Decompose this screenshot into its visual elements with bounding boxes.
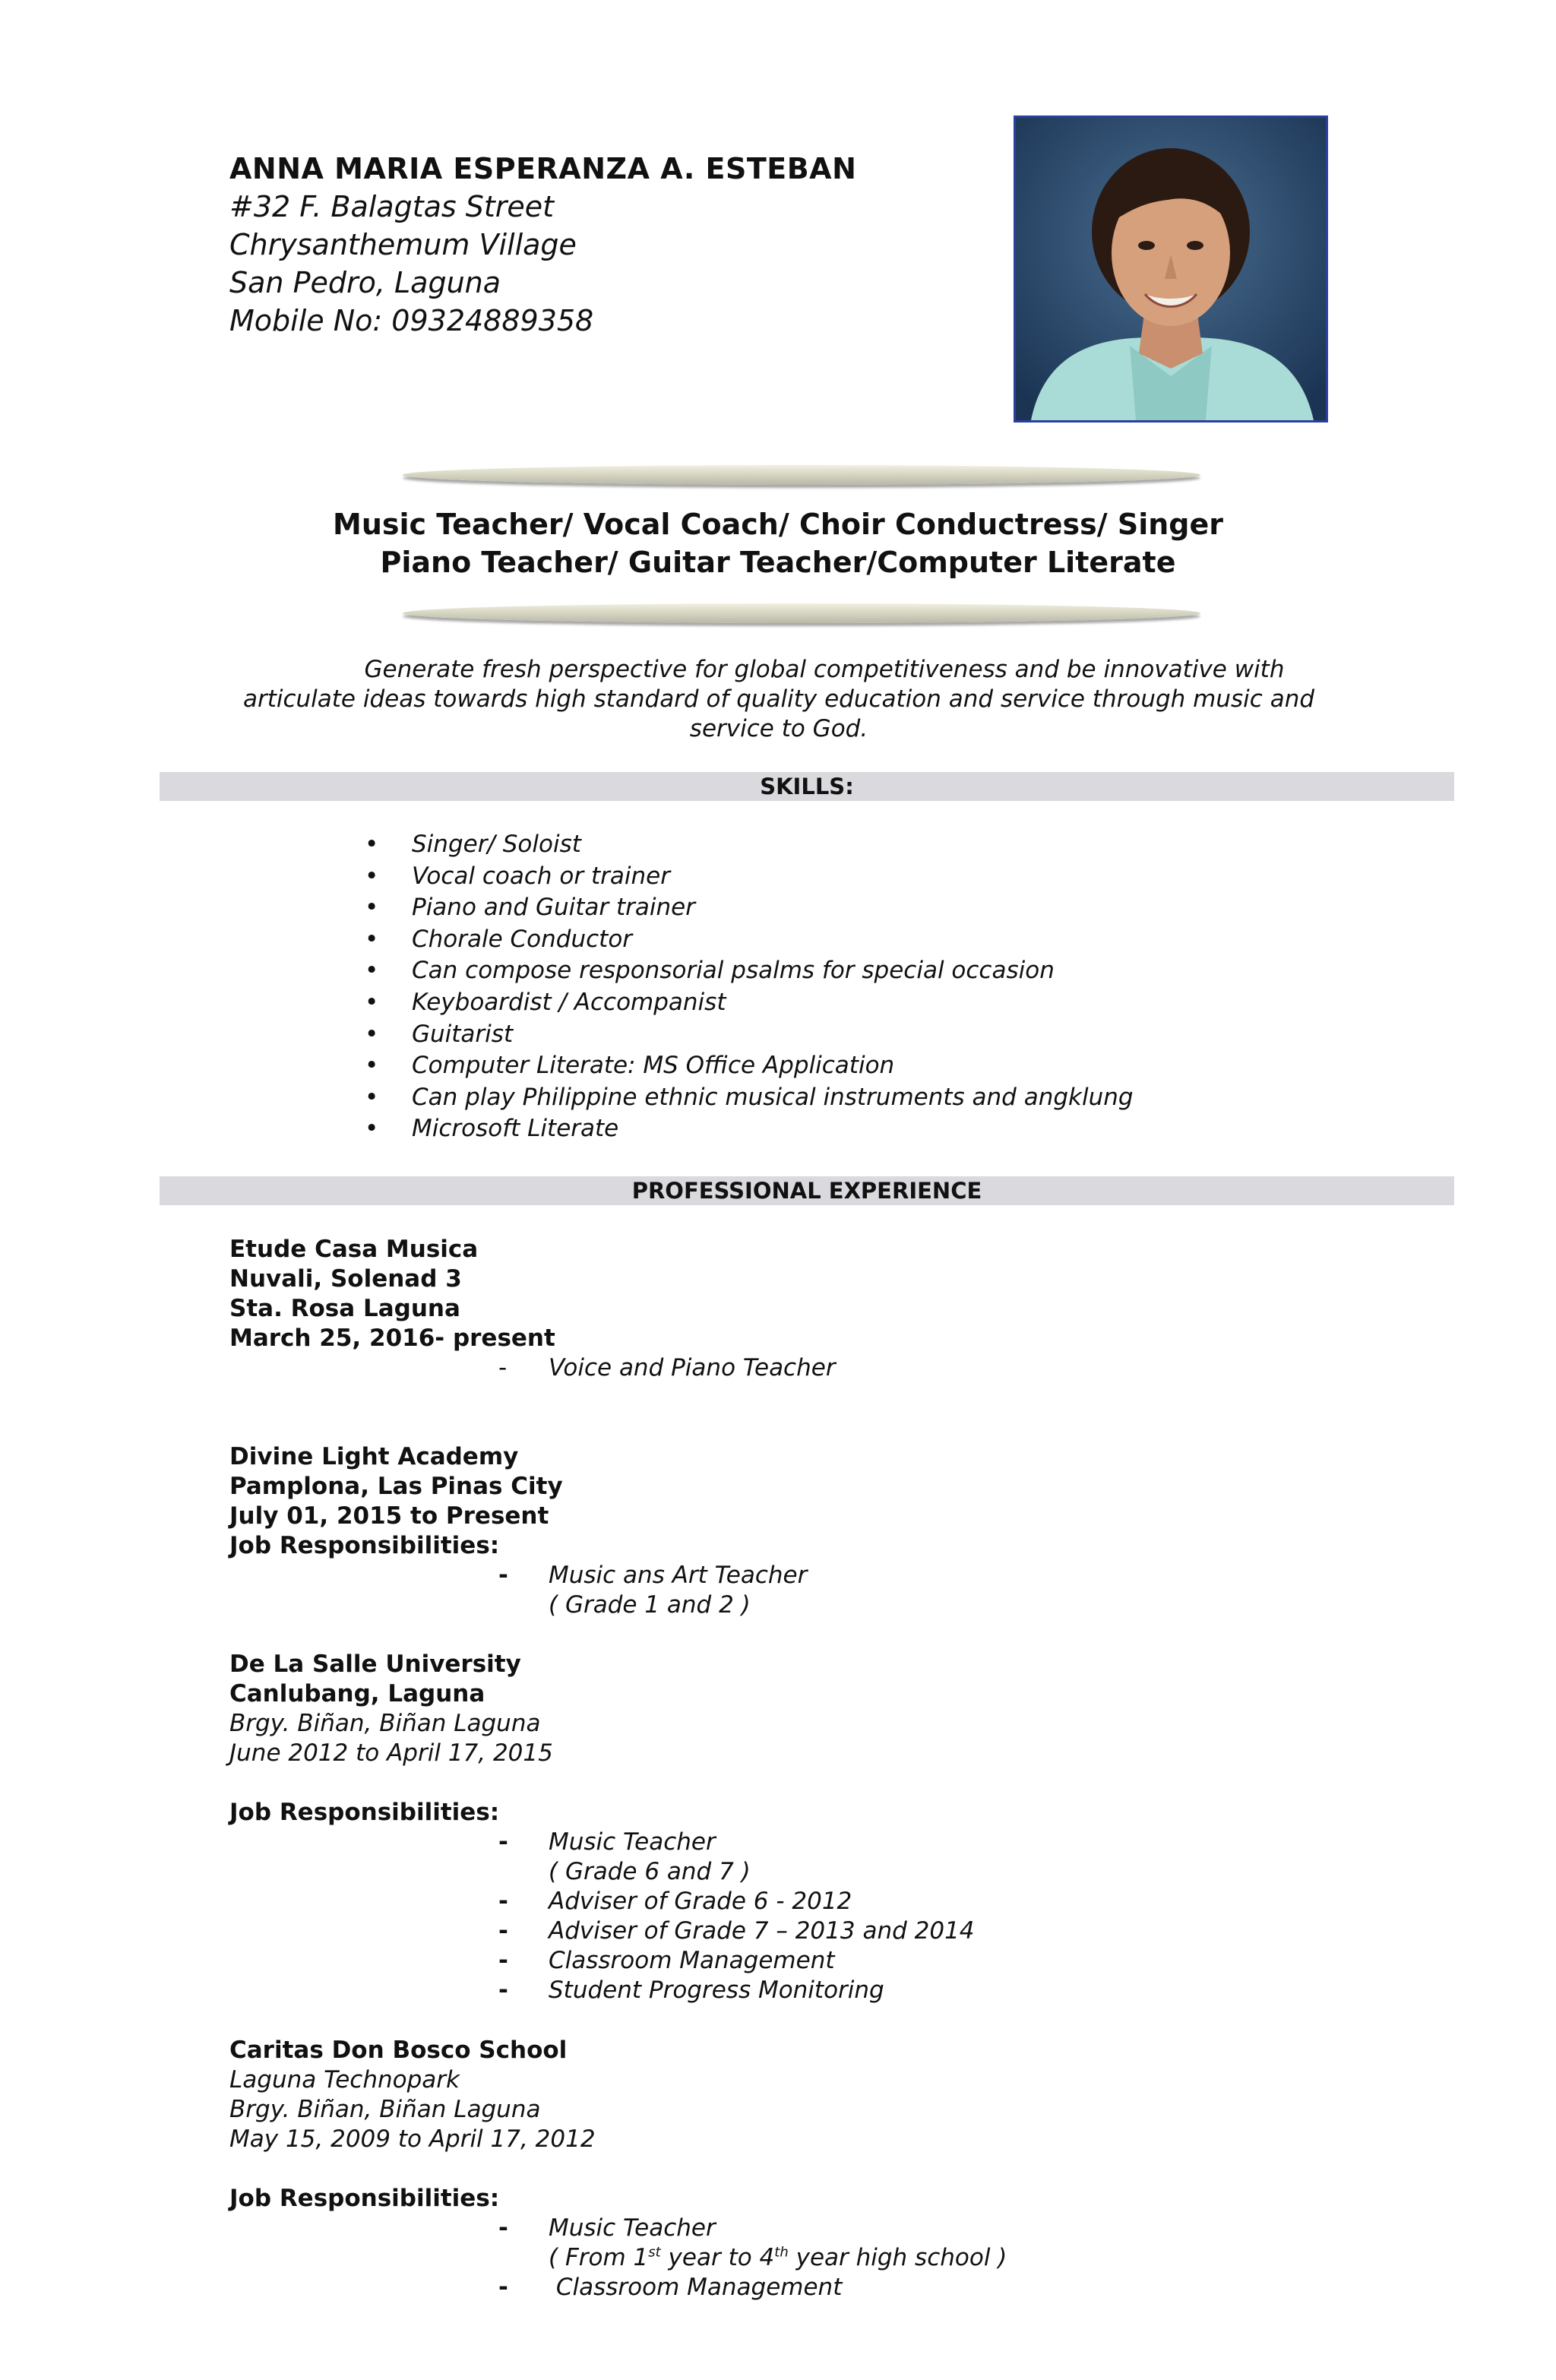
objective-line-2: articulate ideas towards high standard of quality education and service through music and <box>242 685 1315 713</box>
job2-employer: Divine Light Academy <box>229 1443 519 1470</box>
job4-address: Brgy. Biñan, Biñan Laguna <box>229 2096 541 2123</box>
objective-line-3: service to God. <box>689 715 868 742</box>
job3-responsibility: Student Progress Monitoring <box>549 1976 884 2004</box>
bullet-dash: - <box>498 1947 508 1974</box>
career-objective <box>228 655 1330 744</box>
job3-dates: June 2012 to April 17, 2015 <box>229 1739 553 1767</box>
skill-item: • Guitarist <box>365 1019 1134 1051</box>
job4-employer: Caritas Don Bosco School <box>229 2037 568 2064</box>
bullet-dash: - <box>498 1828 508 1856</box>
job4-dates: May 15, 2009 to April 17, 2012 <box>229 2125 596 2153</box>
job3-resp-label: Job Responsibilities: <box>229 1799 500 1826</box>
mobile-number: Mobile No: 09324889358 <box>229 304 594 337</box>
job1-responsibility: Voice and Piano Teacher <box>549 1354 836 1381</box>
bullet-dash: - <box>498 1917 508 1945</box>
profile-photo <box>1014 116 1328 423</box>
job2-responsibility-detail: ( Grade 1 and 2 ) <box>549 1591 751 1619</box>
bullet-dash: - <box>498 2214 508 2242</box>
job2-location: Pamplona, Las Pinas City <box>229 1473 563 1500</box>
job4-resp-label: Job Responsibilities: <box>229 2185 500 2212</box>
job2-responsibility: Music ans Art Teacher <box>549 1562 808 1589</box>
job2-resp-label: Job Responsibilities: <box>229 1532 500 1559</box>
address-line-village: Chrysanthemum Village <box>229 228 577 261</box>
job3-responsibility: Adviser of Grade 6 - 2012 <box>549 1888 852 1915</box>
job3-employer: De La Salle University <box>229 1650 521 1678</box>
bullet-dash: - <box>498 1354 508 1381</box>
detail-part: year to 4 <box>660 2244 775 2271</box>
portrait-illustration <box>1016 118 1326 420</box>
objective-line-1: Generate fresh perspective for global competitiveness and be innovative with <box>364 656 1285 683</box>
skill-item: • Singer/ Soloist <box>365 829 1134 861</box>
job4-location: Laguna Technopark <box>229 2066 460 2094</box>
headline-line-1: Music Teacher/ Vocal Coach/ Choir Conductress/ Singer <box>333 508 1223 541</box>
job3-responsibility: Adviser of Grade 7 – 2013 and 2014 <box>549 1917 975 1945</box>
skill-item: • Can play Philippine ethnic musical instruments and angklung <box>365 1082 1134 1114</box>
skill-item: • Piano and Guitar trainer <box>365 892 1134 924</box>
detail-part: year high school ) <box>788 2244 1007 2271</box>
detail-part: ( From 1 <box>549 2244 649 2271</box>
bullet-dash: - <box>498 1976 508 2004</box>
skill-item: • Computer Literate: MS Office Application <box>365 1050 1134 1082</box>
address-line-street: #32 F. Balagtas Street <box>229 190 555 223</box>
address-line-city: San Pedro, Laguna <box>229 266 501 299</box>
job3-responsibility: Classroom Management <box>549 1947 835 1974</box>
skills-list <box>365 829 1134 1145</box>
job3-responsibility-detail: ( Grade 6 and 7 ) <box>549 1858 751 1885</box>
job2-dates: July 01, 2015 to Present <box>229 1502 549 1530</box>
skill-item: • Vocal coach or trainer <box>365 861 1134 893</box>
bullet-dash: - <box>498 1562 508 1589</box>
job3-responsibility: Music Teacher <box>549 1828 716 1856</box>
skills-heading: SKILLS: <box>160 772 1454 801</box>
job3-location: Canlubang, Laguna <box>229 1680 485 1707</box>
job4-responsibility: Classroom Management <box>549 2274 843 2301</box>
experience-heading: PROFESSIONAL EXPERIENCE <box>160 1176 1454 1205</box>
job1-employer: Etude Casa Musica <box>229 1236 479 1263</box>
applicant-name: ANNA MARIA ESPERANZA A. ESTEBAN <box>229 152 857 185</box>
headline-line-2: Piano Teacher/ Guitar Teacher/Computer Literate <box>380 546 1176 579</box>
job4-responsibility-detail <box>549 2244 1007 2271</box>
top-divider <box>403 465 1200 485</box>
ordinal-suffix: st <box>648 2244 661 2261</box>
job4-responsibility: Music Teacher <box>549 2214 716 2242</box>
job1-dates: March 25, 2016- present <box>229 1325 555 1352</box>
bottom-divider <box>403 603 1200 623</box>
skill-item: • Keyboardist / Accompanist <box>365 987 1134 1019</box>
job3-address: Brgy. Biñan, Biñan Laguna <box>229 1710 541 1737</box>
job1-city: Sta. Rosa Laguna <box>229 1295 460 1322</box>
bullet-dash: - <box>498 2274 508 2301</box>
skill-item: • Microsoft Literate <box>365 1113 1134 1145</box>
ordinal-suffix: th <box>774 2244 789 2261</box>
bullet-dash: - <box>498 1888 508 1915</box>
skill-item: • Chorale Conductor <box>365 924 1134 956</box>
skill-item: • Can compose responsorial psalms for special occasion <box>365 955 1134 987</box>
job1-location: Nuvali, Solenad 3 <box>229 1265 462 1293</box>
